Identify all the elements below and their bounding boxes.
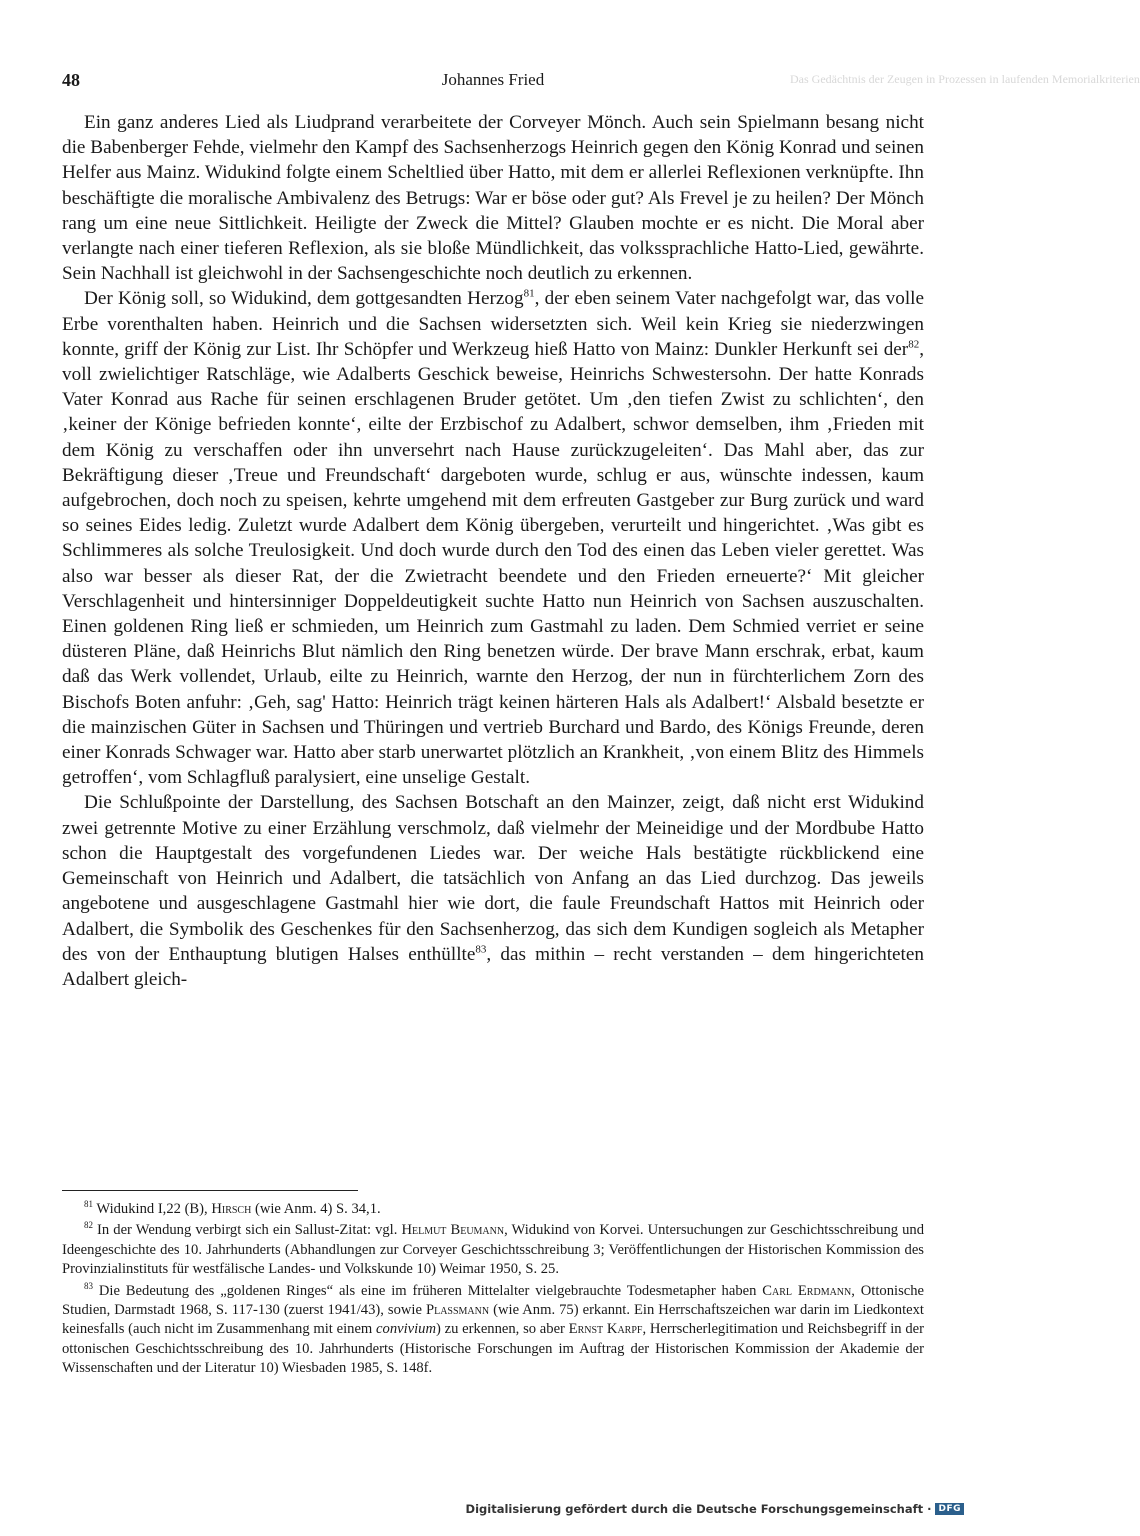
footnote-ref-83[interactable]: 83 bbox=[475, 943, 487, 956]
footnote-number: 82 bbox=[84, 1220, 93, 1231]
footnote-82 bbox=[62, 1221, 924, 1279]
footnote-ref-82[interactable]: 82 bbox=[908, 338, 920, 351]
running-title: Johannes Fried bbox=[441, 70, 545, 89]
latin-term: convivium bbox=[376, 1321, 437, 1338]
footnote-ref-81[interactable]: 81 bbox=[523, 288, 535, 301]
digitization-credit bbox=[466, 1502, 964, 1516]
author-name: Carl Erdmann bbox=[762, 1282, 852, 1299]
main-text bbox=[62, 110, 924, 992]
author-name: Helmut Beumann bbox=[401, 1222, 505, 1239]
page-number: 48 bbox=[62, 70, 80, 90]
footnote-text: (wie Anm. 4) S. 34,1. bbox=[251, 1201, 381, 1217]
paragraph bbox=[62, 110, 924, 286]
footnote-text: , Herrscherlegitimation und Reichsbegriff in der ottonischen Geschichtsschreibung des 10. Jahrhunderts (Historische Forschungen im Auftrag der Historischen Kommission der Akademie der Wissenschaften und der Literatur 10) Wiesbaden 1985, S. 148f. bbox=[62, 1321, 924, 1377]
footnote-text: In der Wendung verbirgt sich ein Sallust-Zitat: vgl. bbox=[93, 1222, 402, 1239]
footnotes bbox=[62, 1200, 924, 1381]
footnote-divider bbox=[62, 1190, 358, 1191]
author-name: Plassmann bbox=[425, 1302, 490, 1319]
footnote-number: 83 bbox=[84, 1280, 93, 1291]
running-head bbox=[62, 70, 924, 94]
footnote-81 bbox=[62, 1200, 924, 1219]
author-name: Hirsch bbox=[211, 1201, 252, 1217]
paragraph bbox=[62, 286, 924, 790]
credit-text: Digitalisierung gefördert durch die Deutsche Forschungsgemeinschaft · bbox=[465, 1502, 932, 1516]
dfg-logo-icon: DFG bbox=[935, 1503, 964, 1515]
paragraph bbox=[62, 790, 924, 992]
footnote-text: (wie Anm. 75) erkannt. Ein Herrschaftszeichen war darin im Liedkontext keinesfalls (auch nicht im Zusammenhang mit einem bbox=[62, 1302, 924, 1338]
paragraph-3-text-b: , das mithin – recht verstanden – dem hingerichteten Adalbert gleich- bbox=[62, 943, 924, 990]
author-name: Ernst Karpf bbox=[568, 1321, 643, 1338]
footnote-text: , Widukind von Korvei. Untersuchungen zur Geschichtsschreibung und Ideengeschichte des 10. Jahrhunderts (Abhandlungen zur Corveyer Geschichtsschreibung 3; Veröffentlichungen der Historischen Kommission des Provinzialinstituts für westfälische Landes- und Volkskunde 10) Weimar 1950, S. 25. bbox=[62, 1222, 925, 1278]
footnote-text: , Ottonische Studien, Darmstadt 1968, S. 117-130 (zuerst 1941/43), sowie bbox=[62, 1282, 924, 1319]
paragraph-3-text-a: Die Schlußpointe der Darstellung, des Sachsen Botschaft an den Mainzer, zeigt, daß nicht erst Widukind zwei getrennte Motive zu einer Erzählung verschmolz, daß vielmehr der Meineidige und der Mordbube Hatto schon die Hauptgestalt des vorgefundenen Liedes war. Der weiche Hals bestätigte rückblickend eine Gemeinschaft von Heinrich und Adalbert, die tatsächlich von Anfang an das Lied durchzog. Das jeweils angebotene und ausgeschlagene Gastmahl hier wie dort, die faule Freundschaft Hattos mit Heinrich oder Adalbert, die Symbolik des Geschenkes für den Sachsenherzog, das sich dem Kundigen sogleich als Metapher des von der Enthauptung blutigen Halses enthüllte bbox=[62, 792, 924, 965]
paragraph-2-text-a: Der König soll, so Widukind, dem gottgesandten Herzog bbox=[84, 288, 524, 310]
paragraph-1-text: Ein ganz anderes Lied als Liudprand verarbeitete der Corveyer Mönch. Auch sein Spielmann besang nicht die Babenberger Fehde, vielmehr den Kampf des Sachsenherzogs Heinrich gegen den König Konrad und seinen Helfer aus Mainz. Widukind folgte einem Scheltlied über Hatto, mit dem er allerlei Reflexionen verknüpfte. Ihn beschäftigte die moralische Ambivalenz des Betrugs: War er böse oder gut? Als Frevel je zu heilen? Der Mönch rang um eine neue Sittlichkeit. Heiligte der Zweck die Mittel? Glauben mochte er es nicht. Die Moral aber verlangte nach einer tieferen Reflexion, als sie bloße Mündlichkeit, das volkssprachliche Hatto-Lied, gewährte. Sein Nachhall ist gleichwohl in der Sachsengeschichte noch deutlich zu erkennen. bbox=[62, 112, 924, 285]
footnote-83 bbox=[62, 1282, 924, 1379]
bleed-through-header: Das Gedächtnis der Zeugen in Prozessen in laufenden Memorialkriterien bbox=[790, 72, 1140, 86]
footnote-number: 81 bbox=[84, 1199, 93, 1210]
paragraph-2-text-c: , voll zwielichtiger Ratschläge, wie Adalberts Geschick beweise, Heinrichs Schwestersohn. Der hatte Konrads Vater Konrad aus Rache für seinen erschlagenen Bruder getötet. Um ‚den tiefen Zwist zu schlichten‘, den ‚keiner der Könige befrieden konnte‘, eilte der Erzbischof zu Adalbert, schwor demselben, ihm ‚Frieden mit dem König zu verschaffen oder ihn unversehrt nach Hause zurückzugeleiten‘. Das Mahl aber, das zur Bekräftigung dieser ‚Treue und Freundschaft‘ dargeboten wurde, schlug er aus, wünschte indessen, kaum aufgebrochen, doch noch zu speisen, kehrte umgehend mit dem erfreuten Gastgeber zur Burg zurück und ward so seines Eides ledig. Zuletzt wurde Adalbert dem König übergeben, verurteilt und hingerichtet. ‚Was gibt es Schlimmeres als solche Treulosigkeit. Und doch wurde durch den Tod des einen das Leben vieler gerettet. Was also war besser als dieser Rat, der die Zwietracht beendete und den Frieden erneuerte?‘ Mit gleicher Verschlagenheit und hintersinniger Doppeldeutigkeit suchte Hatto nun Heinrich von Sachsen auszuschalten. Einen goldenen Ring ließ er schmieden, um Heinrich zum Gastmahl zu laden. Dem Schmied verriet er seine düsteren Pläne, daß Heinrichs Blut nämlich den Ring benetzen würde. Der brave Mann erschrak, erbat, kaum daß das Werk vollendet, Urlaub, eilte zu Heinrich, warnte den Herzog, der nun in fürchterlichem Zorn des Bischofs Boten anfuhr: ‚Geh, sag' Hatto: Heinrich trägt keinen härteren Hals als Adalbert!‘ Alsbald besetzte er die mainzischen Güter in Sachsen und Thüringen und vertrieb Burchard und Bardo, des Königs Freunde, deren einer Konrads Schwager war. Hatto aber starb unerwartet plötzlich an Krankheit, ‚von einem Blitz des Himmels getroffen‘, vom Schlagfluß paralysiert, eine unselige Gestalt. bbox=[62, 338, 924, 789]
footnote-text: ) zu erkennen, so aber bbox=[436, 1321, 569, 1338]
footnote-text: Widukind I,22 (B), bbox=[93, 1201, 212, 1217]
footnote-text: Die Bedeutung des „goldenen Ringes“ als eine im früheren Mittelalter vielgebrauchte Todesmetapher haben bbox=[93, 1282, 763, 1299]
paragraph-2-text-b: , der eben seinem Vater nachgefolgt war, das volle Erbe vorenthalten haben. Heinrich und die Sachsen widersetzten sich. Weil kein Krieg sie niederzwingen konnte, griff der König zur List. Ihr Schöpfer und Werkzeug hieß Hatto von Mainz: Dunkler Herkunft sei der bbox=[62, 288, 924, 360]
